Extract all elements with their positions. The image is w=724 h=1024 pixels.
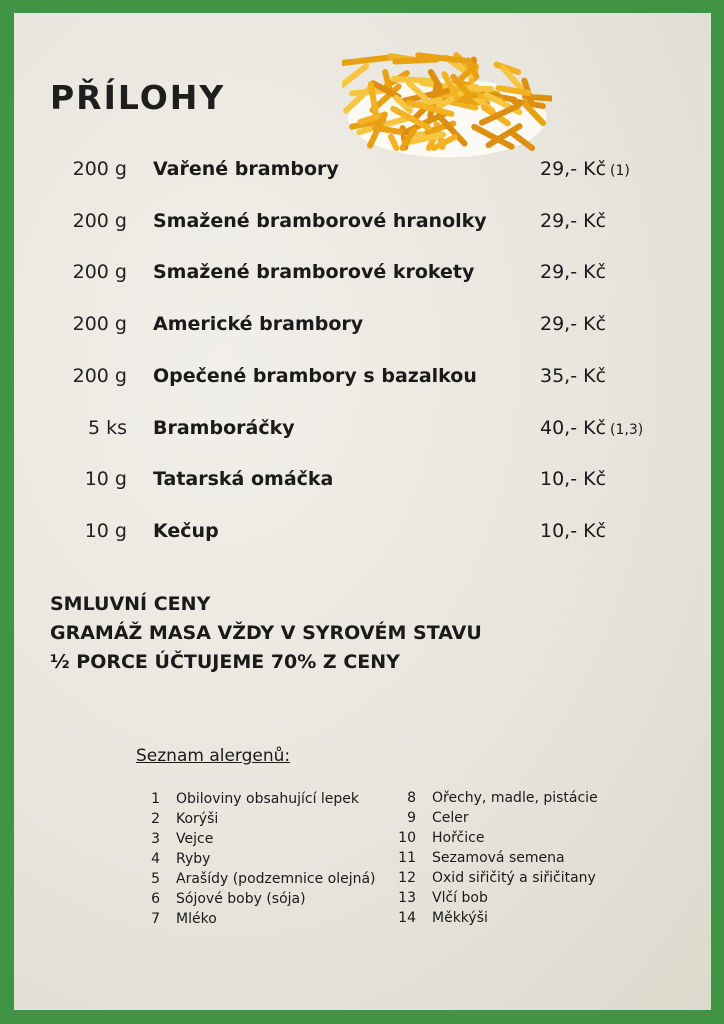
- price-value: 35,- Kč: [540, 364, 607, 387]
- price-value: 29,- Kč: [540, 158, 607, 180]
- item-weight: 200 g: [72, 158, 127, 180]
- allergen-label: Hořčice: [432, 830, 485, 846]
- item-price: [540, 210, 610, 232]
- price-value: 10,- Kč: [540, 468, 607, 491]
- item-name: Bramboráčky: [153, 416, 295, 439]
- page-title: PŘÍLOHY: [50, 78, 226, 117]
- allergen-number: 11: [398, 850, 416, 866]
- allergen-number: 10: [398, 830, 416, 846]
- item-name: Smažené bramborové krokety: [153, 261, 475, 284]
- item-name: Smažené bramborové hranolky: [153, 209, 487, 232]
- fry: [342, 66, 366, 88]
- note-line: ½ PORCE ÚČTUJEME 70% Z CENY: [50, 651, 400, 673]
- allergen-label: Obiloviny obsahující lepek: [176, 791, 360, 807]
- price-value: 29,- Kč: [540, 313, 607, 336]
- item-name: Vařené brambory: [153, 158, 339, 180]
- item-price: [540, 261, 610, 283]
- price-value: 29,- Kč: [540, 209, 607, 232]
- allergen-label: Ořechy, madle, pistácie: [432, 790, 598, 806]
- allergen-number: 12: [398, 870, 416, 886]
- allergen-label: Vejce: [176, 831, 214, 847]
- item-weight: 10 g: [84, 519, 127, 542]
- item-weight: 10 g: [84, 468, 127, 491]
- allergen-label: Celer: [432, 810, 469, 826]
- notes: [50, 590, 482, 677]
- allergen-number: 5: [151, 871, 160, 887]
- allergen-label: Ryby: [176, 851, 211, 867]
- menu-item: [0, 520, 724, 550]
- allergen-label: Oxid siřičitý a siřičitany: [432, 870, 596, 886]
- allergen-label: Měkkýši: [432, 910, 488, 926]
- item-weight: 5 ks: [87, 416, 127, 439]
- menu-item: [0, 261, 724, 291]
- menu-item: [0, 468, 724, 498]
- item-name: Opečené brambory s bazalkou: [153, 364, 477, 387]
- item-weight: 200 g: [72, 261, 127, 284]
- fry: [342, 57, 392, 63]
- price-value: 40,- Kč: [540, 416, 607, 439]
- fries-image: [342, 38, 552, 163]
- allergen-number: 8: [407, 790, 416, 806]
- menu-item: [0, 158, 724, 188]
- item-allergens: (1,3): [610, 421, 644, 438]
- item-name: Tatarská omáčka: [153, 468, 334, 491]
- menu-item: [0, 313, 724, 343]
- allergen-label: Vlčí bob: [432, 890, 488, 906]
- note-line: SMLUVNÍ CENY: [50, 593, 211, 615]
- item-name: Kečup: [153, 519, 219, 542]
- menu-item: [0, 365, 724, 395]
- item-allergens: (1): [610, 163, 630, 179]
- menu-item: [0, 210, 724, 240]
- item-weight: 200 g: [72, 209, 127, 232]
- note-line: GRAMÁŽ MASA VŽDY V SYROVÉM STAVU: [50, 622, 482, 644]
- allergen-number: 9: [407, 810, 416, 826]
- item-weight: 200 g: [72, 364, 127, 387]
- item-price: [540, 417, 643, 439]
- item-price: [540, 520, 610, 542]
- allergen-number: 6: [151, 891, 160, 907]
- allergen-number: 1: [151, 791, 160, 807]
- price-value: 10,- Kč: [540, 519, 607, 542]
- allergen-label: Mléko: [176, 911, 217, 927]
- allergen-number: 7: [151, 911, 160, 927]
- menu-item: [0, 417, 724, 447]
- allergen-number: 4: [151, 851, 160, 867]
- item-price: [540, 158, 630, 180]
- fry: [394, 79, 437, 81]
- item-name: Americké brambory: [153, 313, 364, 336]
- allergen-label: Sezamová semena: [432, 850, 565, 866]
- item-weight: 200 g: [72, 313, 127, 336]
- price-value: 29,- Kč: [540, 261, 607, 284]
- item-price: [540, 313, 610, 335]
- allergen-heading: Seznam alergenů:: [136, 746, 291, 766]
- allergen-number: 14: [398, 910, 416, 926]
- allergen-label: Korýši: [176, 811, 219, 827]
- item-price: [540, 468, 610, 490]
- allergen-number: 13: [398, 890, 416, 906]
- allergen-label: Arašídy (podzemnice olejná): [176, 871, 376, 887]
- allergen-number: 2: [151, 811, 160, 827]
- allergen-number: 3: [151, 831, 160, 847]
- fry: [525, 97, 552, 99]
- item-price: [540, 365, 610, 387]
- allergen-label: Sójové boby (sója): [176, 891, 306, 907]
